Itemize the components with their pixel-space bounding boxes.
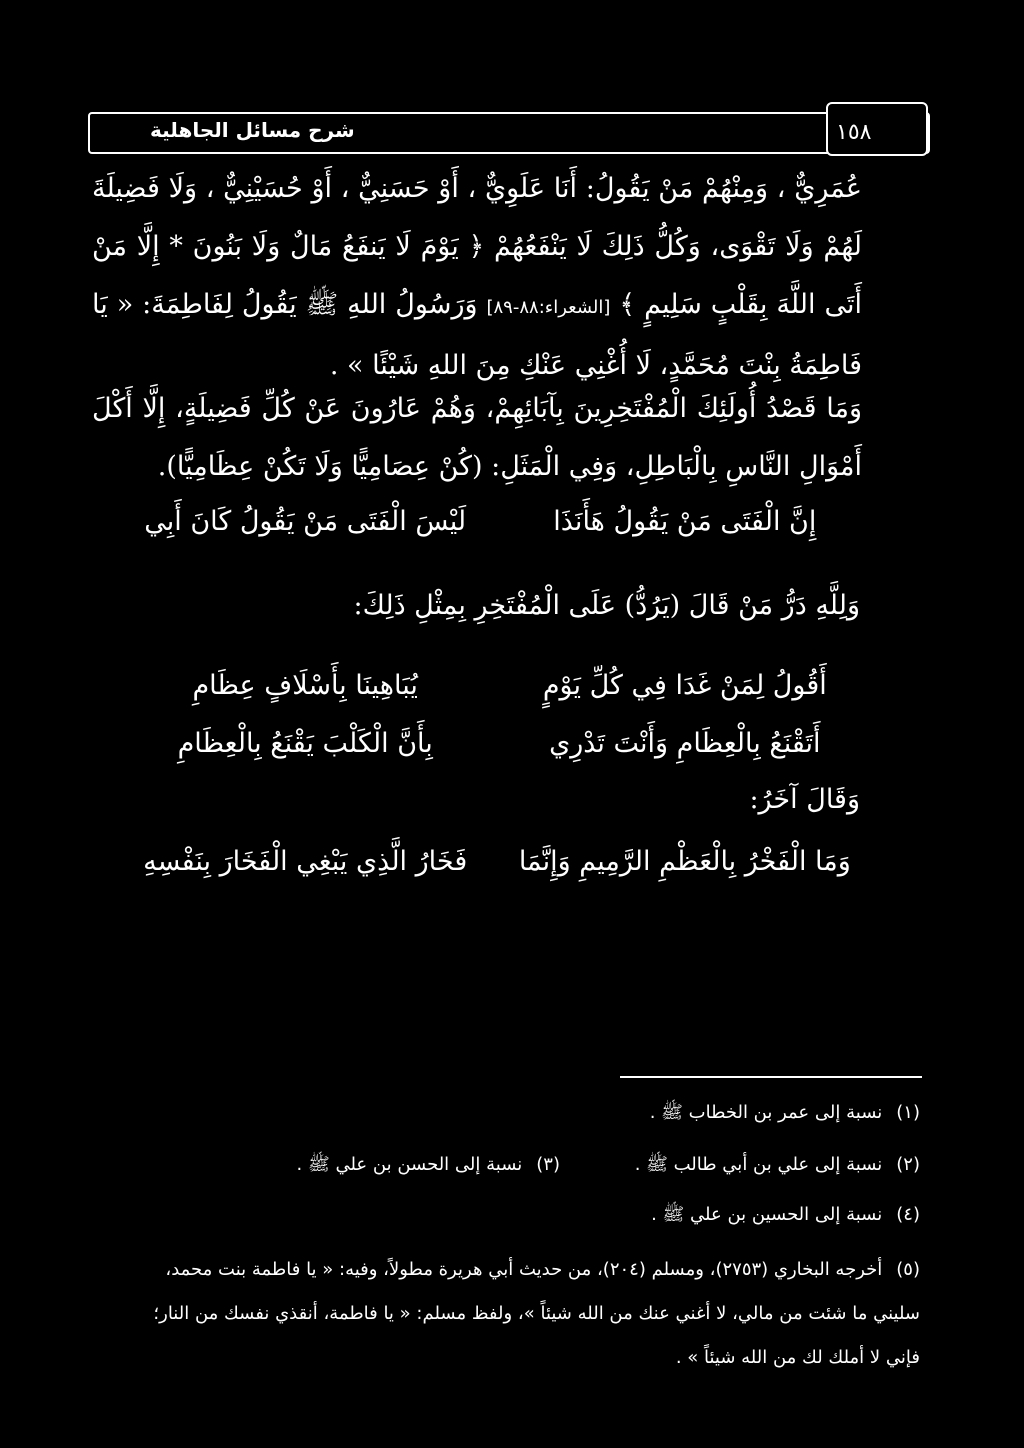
verse-3-right: أَتَقْنَعُ بِالْعِظَامِ وَأَنْتَ تَدْرِي <box>549 728 821 759</box>
verse-2 <box>130 670 860 701</box>
paragraph-2-text: وَمَا قَصْدُ أُولَئِكَ الْمُفْتَخِرِينَ بِآبَائِهِمْ، وَهُمْ عَارُونَ عَنْ كُلِّ فَضِيلَةٍ، إِلَّا أَكْلَ أَمْوَالِ النَّاسِ بِالْبَاطِلِ، وَفِي الْمَثَلِ: (كُنْ عِصَامِيًّا وَلَا تَكُنْ عِظَامِيًّا). <box>92 393 862 482</box>
footnote-1-text: نسبة إلى عمر بن الخطاب ﷺ . <box>649 1102 883 1123</box>
footnote-4-text: نسبة إلى الحسين بن علي ﷺ . <box>651 1204 883 1225</box>
verse-4-right: وَمَا الْفَخْرُ بِالْعَظْمِ الرَّمِيمِ وَإِنَّمَا <box>518 846 851 877</box>
poem-intro: وَلِلَّهِ دَرُّ مَنْ قَالَ (يَرُدُّ) عَلَى الْمُفْتَخِرِ بِمِثْلِ ذَلِكَ: <box>353 590 860 621</box>
footnote-1 <box>420 1100 920 1126</box>
footnote-5-number: (٥) <box>896 1259 920 1280</box>
footnote-4 <box>560 1202 920 1228</box>
footnote-2-number: (٢) <box>896 1154 920 1175</box>
running-title: شرح مسائل الجاهلية <box>150 118 355 142</box>
verse-4 <box>130 846 860 877</box>
verse-1-left: لَيْسَ الْفَتَى مَنْ يَقُولُ كَانَ أَبِي <box>144 506 467 537</box>
footnote-3-number: (٣) <box>536 1154 560 1175</box>
quran-reference: [الشعراء:٨٨-٨٩] <box>486 297 611 318</box>
footnote-4-number: (٤) <box>896 1204 920 1225</box>
paragraph-1-text: عُمَرِيٌّ ، وَمِنْهُمْ مَنْ يَقُولُ: أَنَا عَلَوِيٌّ ، أَوْ حَسَنِيٌّ ، أَوْ حُسَيْنِيٌّ ، وَلَا فَضِيلَةَ لَهُمْ وَلَا تَقْوَى، وَكُلُّ ذَلِكَ لَا يَنْفَعُهُمْ ﴿ يَوْمَ لَا يَنفَعُ مَالٌ وَلَا بَنُونَ * إِلَّا مَنْ أَتَى اللَّهَ بِقَلْبٍ سَلِيمٍ ﴾ <box>92 173 862 320</box>
footnote-5-text: أخرجه البخاري (٢٧٥٣)، ومسلم (٢٠٤)، من حديث أبي هريرة مطولاً، وفيه: « يا فاطمة بنت محمد، سليني ما شئت من مالي، لا أغني عنك من الله شيئاً »، ولفظ مسلم: « يا فاطمة، أنقذي نفسك من النار؛ فإني لا أملك لك من الله شيئاً » . <box>153 1259 920 1368</box>
footnote-5 <box>120 1248 920 1380</box>
page-header <box>88 112 930 154</box>
verse-2-right: أَقُولُ لِمَنْ غَدَا فِي كُلِّ يَوْمٍ <box>542 670 827 701</box>
main-paragraph-1 <box>92 160 862 395</box>
main-paragraph-2 <box>92 380 862 496</box>
footnote-3 <box>220 1152 560 1178</box>
footnote-1-number: (١) <box>896 1102 920 1123</box>
verse-1 <box>130 506 860 537</box>
footnote-divider <box>620 1076 922 1078</box>
page-number: ١٥٨ <box>836 120 872 145</box>
footnote-3-text: نسبة إلى الحسن بن علي ﷺ . <box>296 1154 523 1175</box>
paragraph-1-continuation: وَرَسُولُ اللهِ ﷺ يَقُولُ لِفَاطِمَةَ: « يَا فَاطِمَةُ بِنْتَ مُحَمَّدٍ، لَا أُغْنِي عَنْكِ مِنَ اللهِ شَيْئًا » . <box>92 289 862 381</box>
verse-3 <box>130 728 860 759</box>
verse-3-left: بِأَنَّ الْكَلْبَ يَقْنَعُ بِالْعِظَامِ <box>177 728 433 759</box>
qala-akhar: وَقَالَ آخَرُ: <box>749 784 860 815</box>
page-number-box <box>826 102 928 156</box>
footnote-2-text: نسبة إلى علي بن أبي طالب ﷺ . <box>634 1154 883 1175</box>
verse-1-right: إِنَّ الْفَتَى مَنْ يَقُولُ هَأَنَذَا <box>553 506 817 537</box>
verse-4-left: فَخَارُ الَّذِي يَبْغِي الْفَخَارَ بِنَفْسِهِ <box>143 846 468 877</box>
footnote-2 <box>560 1152 920 1178</box>
verse-2-left: يُبَاهِينَا بِأَسْلَافٍ عِظَامِ <box>192 670 418 701</box>
